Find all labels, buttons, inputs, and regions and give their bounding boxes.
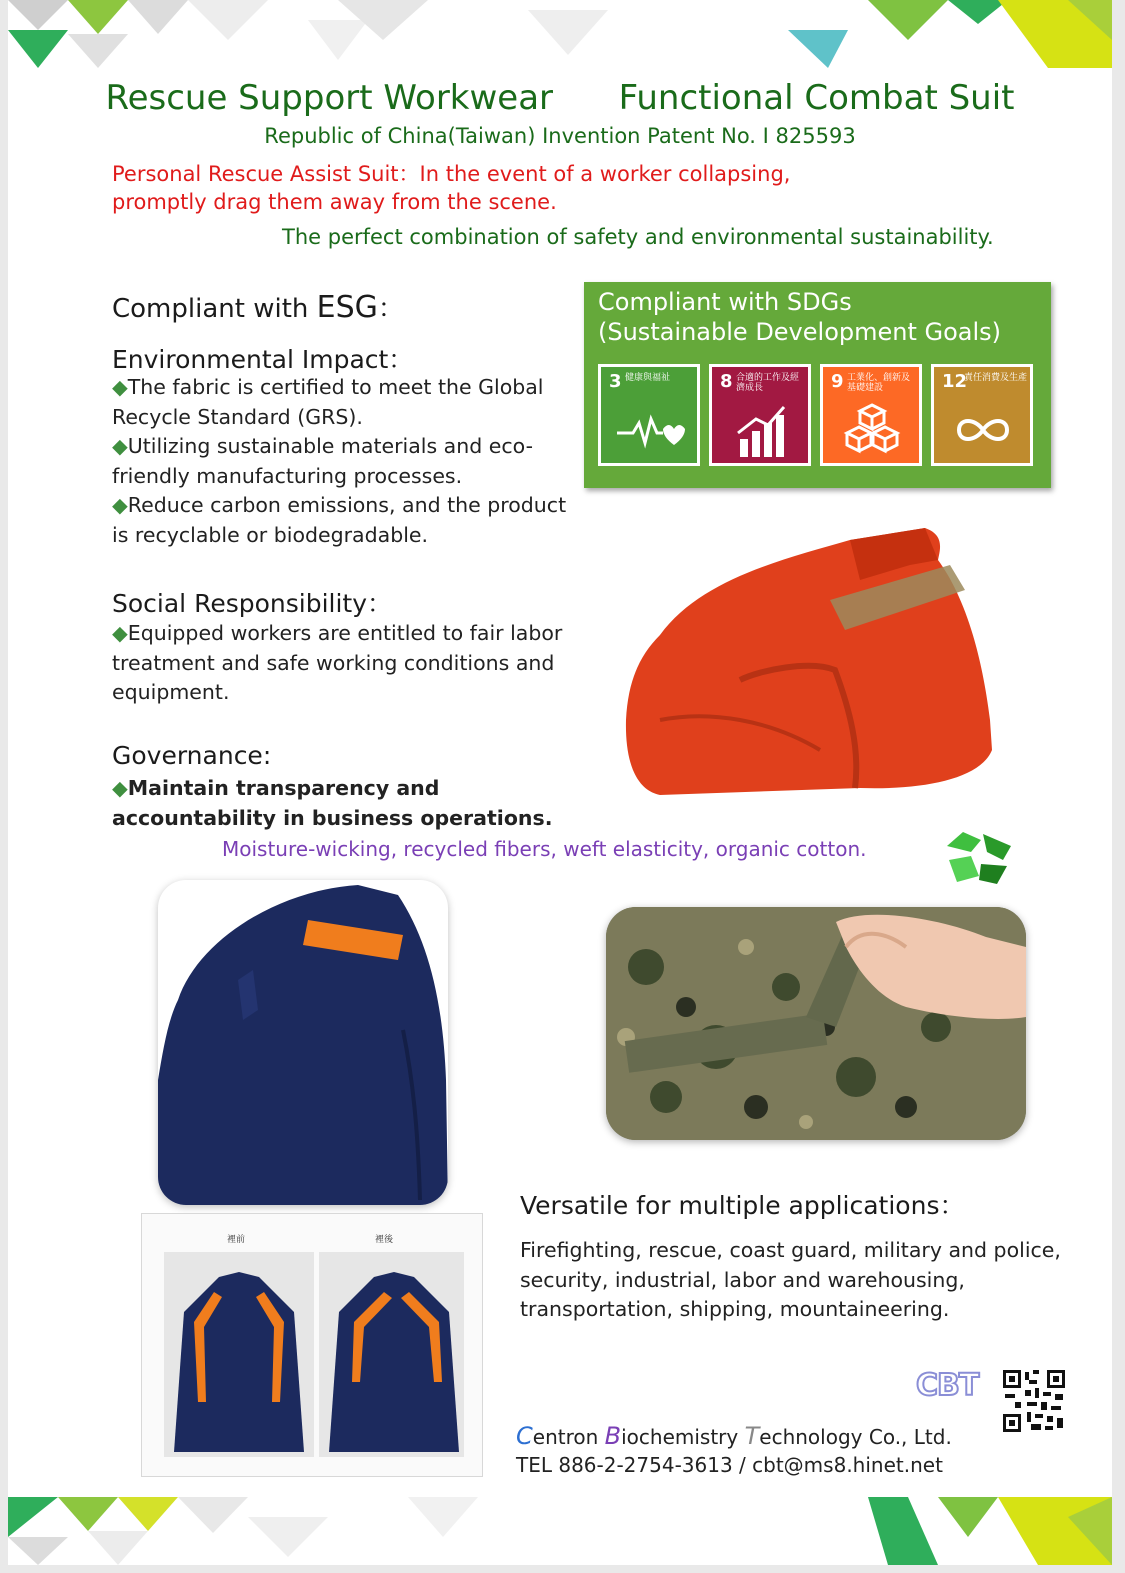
sdg-panel	[584, 282, 1051, 488]
list-item: ◆Maintain transparency and accountability in business operations.	[112, 776, 553, 830]
jacket-front-back-photo	[141, 1213, 483, 1477]
list-item: ◆Equipped workers are entitled to fair labor treatment and safe working conditions and equipment.	[112, 621, 563, 704]
tagline: The perfect combination of safety and environmental sustainability.	[282, 225, 994, 249]
back-label: 裡後	[375, 1235, 394, 1245]
infinity-loop-icon	[944, 401, 1022, 459]
social-heading: Social Responsibility：	[112, 589, 393, 618]
front-label: 裡前	[227, 1235, 246, 1245]
top-triangle-decoration	[8, 0, 1112, 68]
company-name: Centron Biochemistry Technology Co., Ltd.	[516, 1422, 952, 1450]
rescue-description-line1: Personal Rescue Assist Suit：In the event of a worker collapsing,	[112, 162, 791, 186]
page-title	[8, 78, 1112, 118]
title-right: Functional Combat Suit	[618, 78, 1015, 118]
recycle-icon	[941, 826, 1017, 888]
list-item: ◆The fabric is certified to meet the Global Recycle Standard (GRS).	[112, 375, 544, 429]
growth-chart-icon	[722, 401, 800, 459]
company-logo: CBT	[916, 1368, 979, 1403]
governance-list	[112, 774, 592, 833]
qr-code-icon[interactable]	[1001, 1368, 1067, 1434]
navy-jacket-back-photo	[158, 880, 448, 1205]
sdg-tile-12: 12 責任消費及生產	[931, 364, 1033, 466]
applications-heading: Versatile for multiple applications：	[520, 1191, 965, 1220]
bottom-triangle-decoration	[8, 1497, 1112, 1565]
esg-heading: Compliant with ESG：	[112, 290, 404, 325]
heartbeat-icon	[611, 401, 689, 459]
sdg-title: Compliant with SDGs (Sustainable Development Goals)	[598, 288, 1002, 346]
cubes-icon	[833, 401, 911, 459]
sdg-tile-3: 3 健康與福祉	[598, 364, 700, 466]
patent-number: Republic of China(Taiwan) Invention Patent No. I 825593	[264, 124, 856, 148]
company-contact: TEL 886-2-2754-3613 / cbt@ms8.hinet.net	[516, 1453, 943, 1477]
flyer-page	[8, 0, 1112, 1565]
camo-strap-photo	[606, 907, 1026, 1140]
features-line: Moisture-wicking, recycled fibers, weft elasticity, organic cotton.	[222, 837, 867, 861]
orange-shirt-photo	[620, 520, 1000, 805]
list-item: ◆Utilizing sustainable materials and eco-friendly manufacturing processes.	[112, 434, 533, 488]
environmental-list	[112, 373, 567, 550]
sdg-tile-9: 9 工業化、創新及基礎建設	[820, 364, 922, 466]
environmental-heading: Environmental Impact：	[112, 345, 414, 374]
applications-text: Firefighting, rescue, coast guard, military and police, security, industrial, labor and warehousing, transportation, shipping, mountaineering.	[520, 1238, 1061, 1321]
social-list	[112, 619, 582, 708]
title-left: Rescue Support Workwear	[105, 78, 554, 118]
sdg-tile-8: 8 合適的工作及經濟成長	[709, 364, 811, 466]
rescue-description-line2: promptly drag them away from the scene.	[112, 190, 557, 214]
governance-heading: Governance:	[112, 741, 272, 770]
list-item: ◆Reduce carbon emissions, and the product is recyclable or biodegradable.	[112, 493, 567, 547]
